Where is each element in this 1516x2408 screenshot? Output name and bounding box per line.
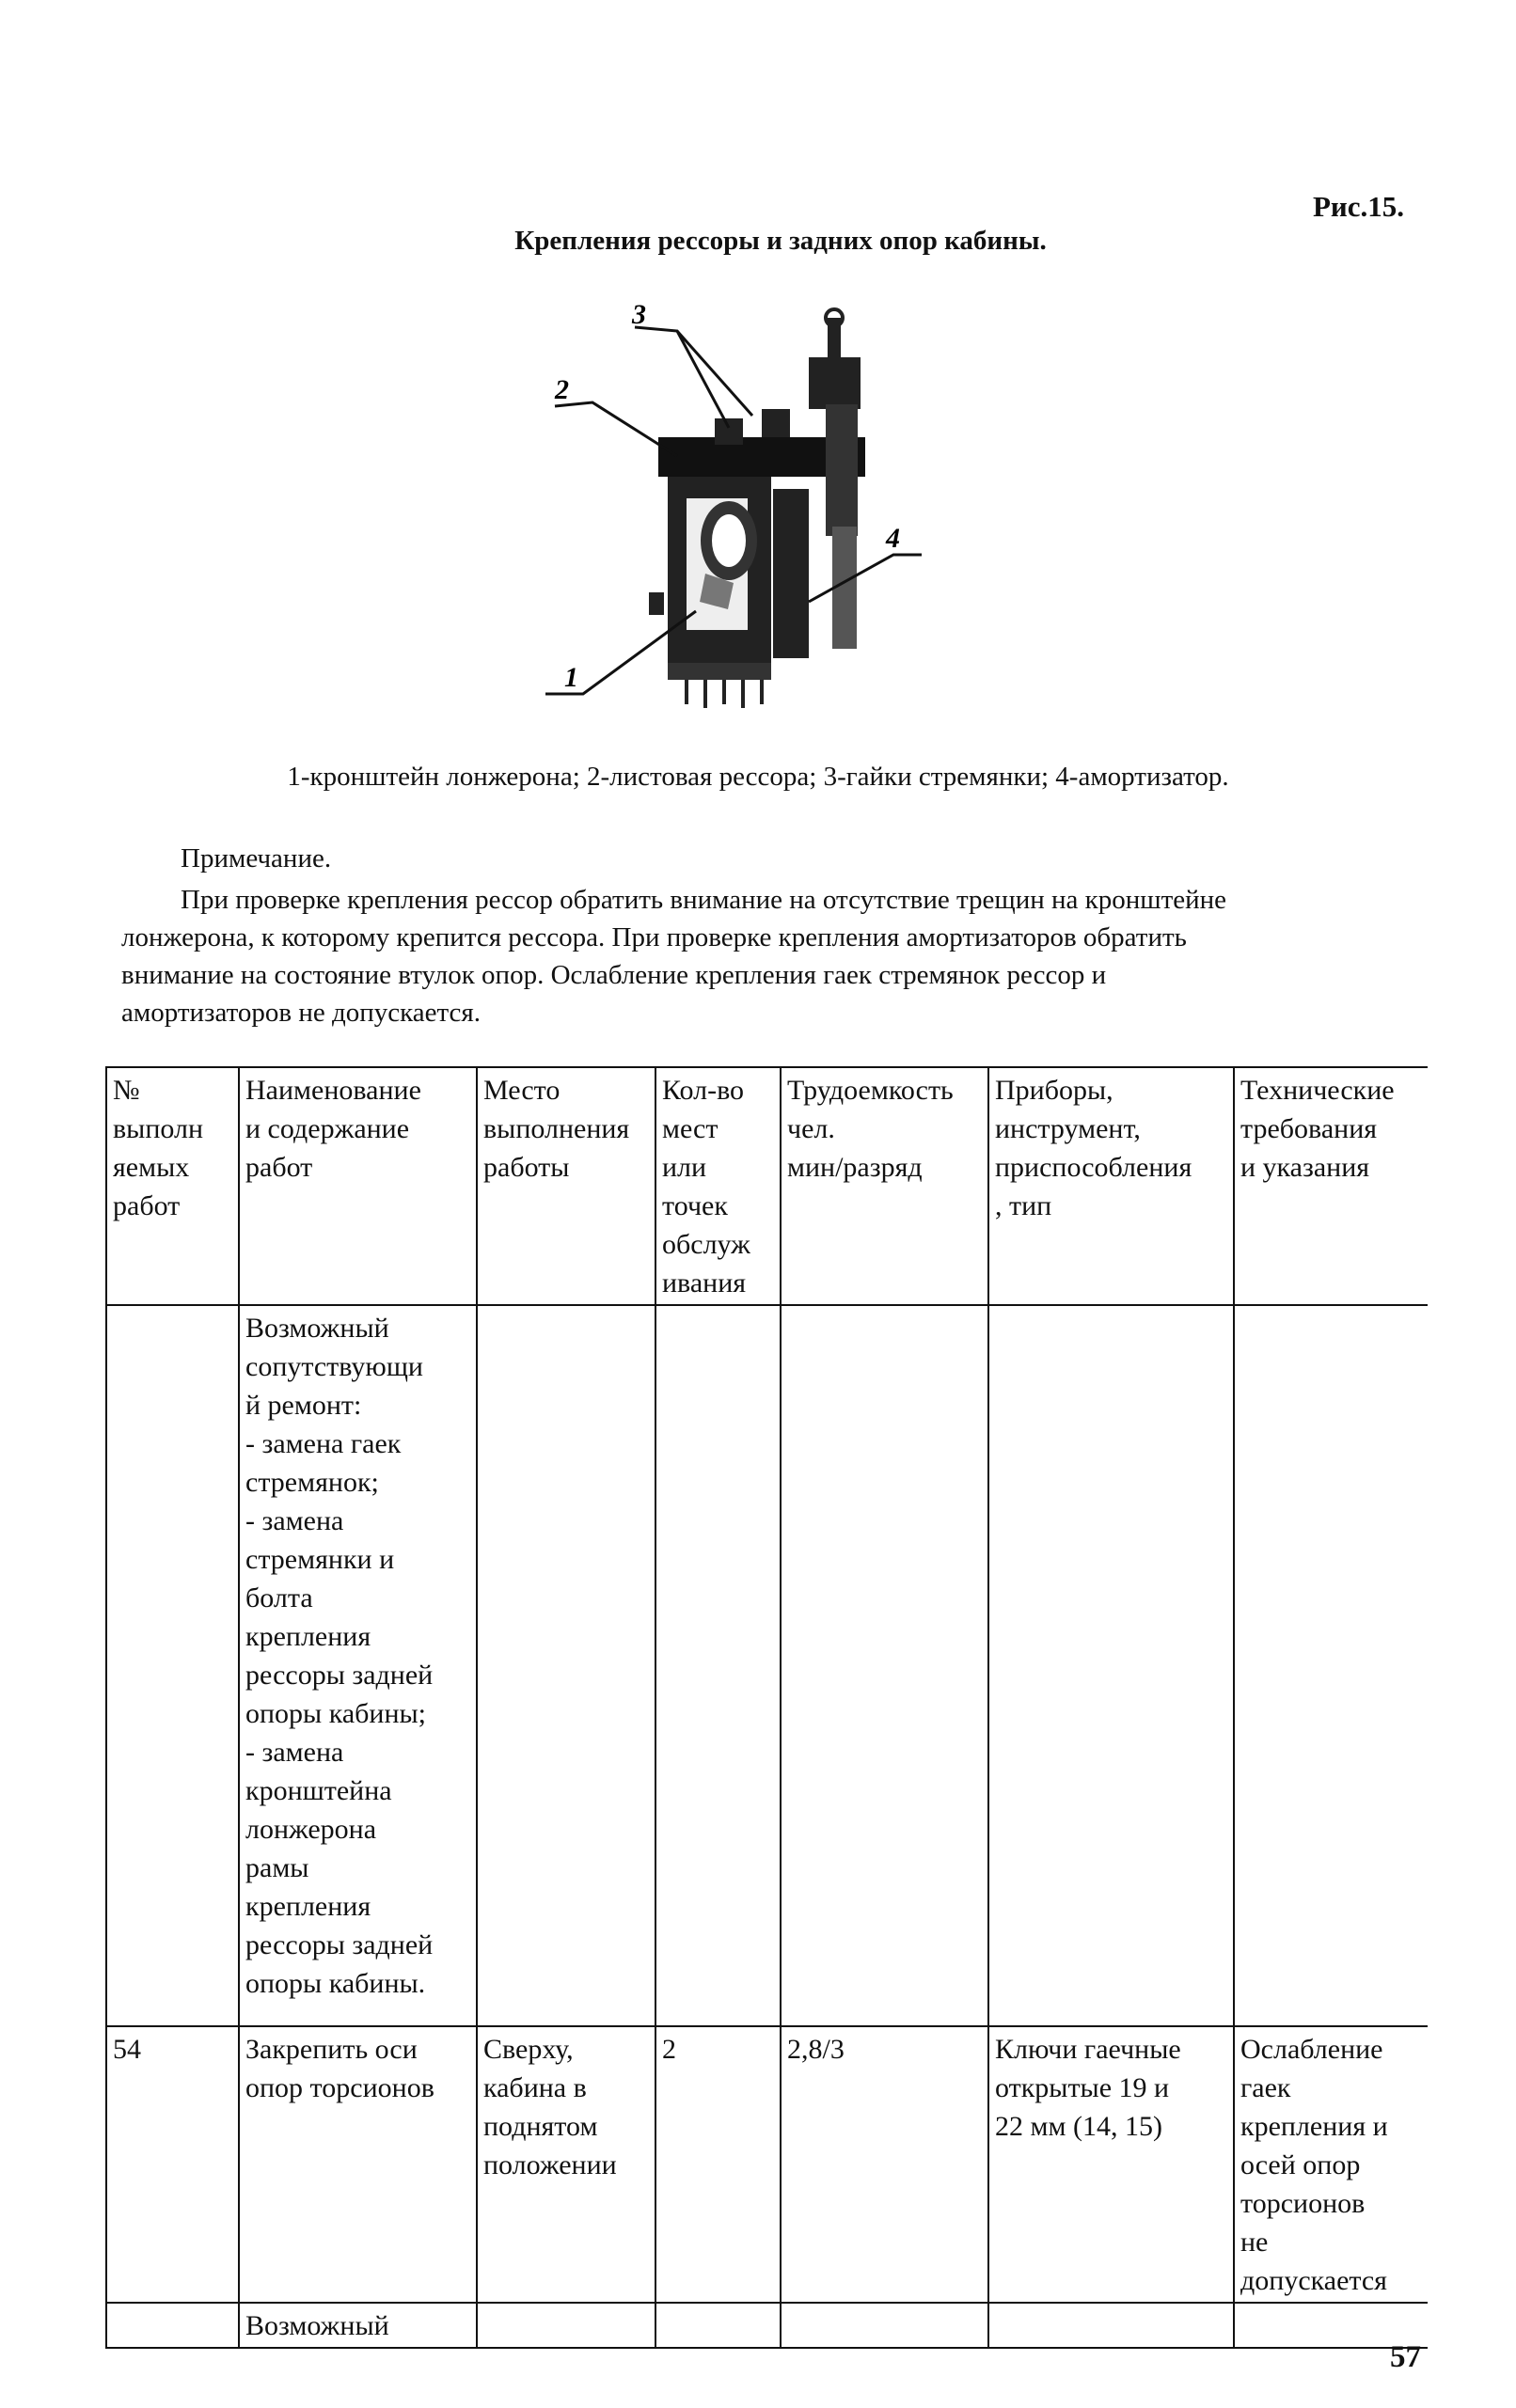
table-header-row: [106, 1067, 1428, 1305]
header-number: № выполн яемых работ: [106, 1067, 239, 1305]
cell-place: [477, 1305, 655, 2026]
cell-count: [655, 1305, 781, 2026]
mechanism-drawing: [649, 309, 865, 708]
table-row: [106, 2026, 1428, 2303]
note-line: При проверке крепления рессор обратить внимание на отсутствие трещин на кронштейне: [181, 885, 1227, 915]
header-tools: Приборы, инструмент, приспособления , тип: [988, 1067, 1234, 1305]
note-heading: Примечание.: [181, 843, 332, 873]
cell-place: [477, 2303, 655, 2348]
note-line: амортизаторов не допускается.: [121, 998, 482, 1028]
work-table: [105, 1066, 1428, 2349]
cell-requirements: Ослабление гаек крепления и осей опор торсионов не допускается: [1234, 2026, 1428, 2303]
cell-name: Закрепить оси опор торсионов: [239, 2026, 477, 2303]
cell-tools: Ключи гаечные открытые 19 и 22 мм (14, 15): [988, 2026, 1234, 2303]
callout-4: 4: [886, 523, 900, 554]
callout-3: 3: [632, 301, 646, 330]
cell-place: Сверху, кабина в поднятом положении: [477, 2026, 655, 2303]
cell-labor: 2,8/3: [781, 2026, 988, 2303]
header-place: Место выполнения работы: [477, 1067, 655, 1305]
note-line: лонжерона, к которому крепится рессора. При проверке крепления амортизаторов обратить: [121, 922, 1187, 952]
figure-label: Рис.15.: [1313, 190, 1405, 223]
header-count: Кол-во мест или точек обслуж ивания: [655, 1067, 781, 1305]
figure-caption: 1-кронштейн лонжерона; 2-листовая рессора; 3-гайки стремянки; 4-амортизатор.: [287, 762, 1229, 792]
cell-name: Возможный: [239, 2303, 477, 2348]
cell-number: [106, 1305, 239, 2026]
cell-count: [655, 2303, 781, 2348]
header-labor: Трудоемкость чел. мин/разряд: [781, 1067, 988, 1305]
table-row: [106, 1305, 1428, 2026]
header-requirements: Технические требования и указания: [1234, 1067, 1428, 1305]
callout-2: 2: [555, 374, 569, 405]
cell-number: 54: [106, 2026, 239, 2303]
note-text: [121, 881, 1438, 1031]
spring-mount-illustration: [527, 301, 922, 724]
page-number: 57: [1390, 2340, 1421, 2374]
callout-1: 1: [564, 662, 578, 693]
cell-number: [106, 2303, 239, 2348]
cell-requirements: [1234, 1305, 1428, 2026]
cell-count: 2: [655, 2026, 781, 2303]
header-name: Наименование и содержание работ: [239, 1067, 477, 1305]
cell-labor: [781, 2303, 988, 2348]
cell-tools: [988, 1305, 1234, 2026]
cell-repair-name: Возможный сопутствующи й ремонт: - замена гаек стремянок; - замена стремянки и болта крепления рессоры задней опоры кабины; - замена кронштейна лонжерона рамы крепления рессоры задней опоры кабины.: [239, 1305, 477, 2026]
cell-tools: [988, 2303, 1234, 2348]
table-row: [106, 2303, 1428, 2348]
cell-labor: [781, 1305, 988, 2026]
figure-title: Крепления рессоры и задних опор кабины.: [514, 226, 1047, 256]
note-line: внимание на состояние втулок опор. Ослабление крепления гаек стремянок рессор и: [121, 960, 1107, 990]
